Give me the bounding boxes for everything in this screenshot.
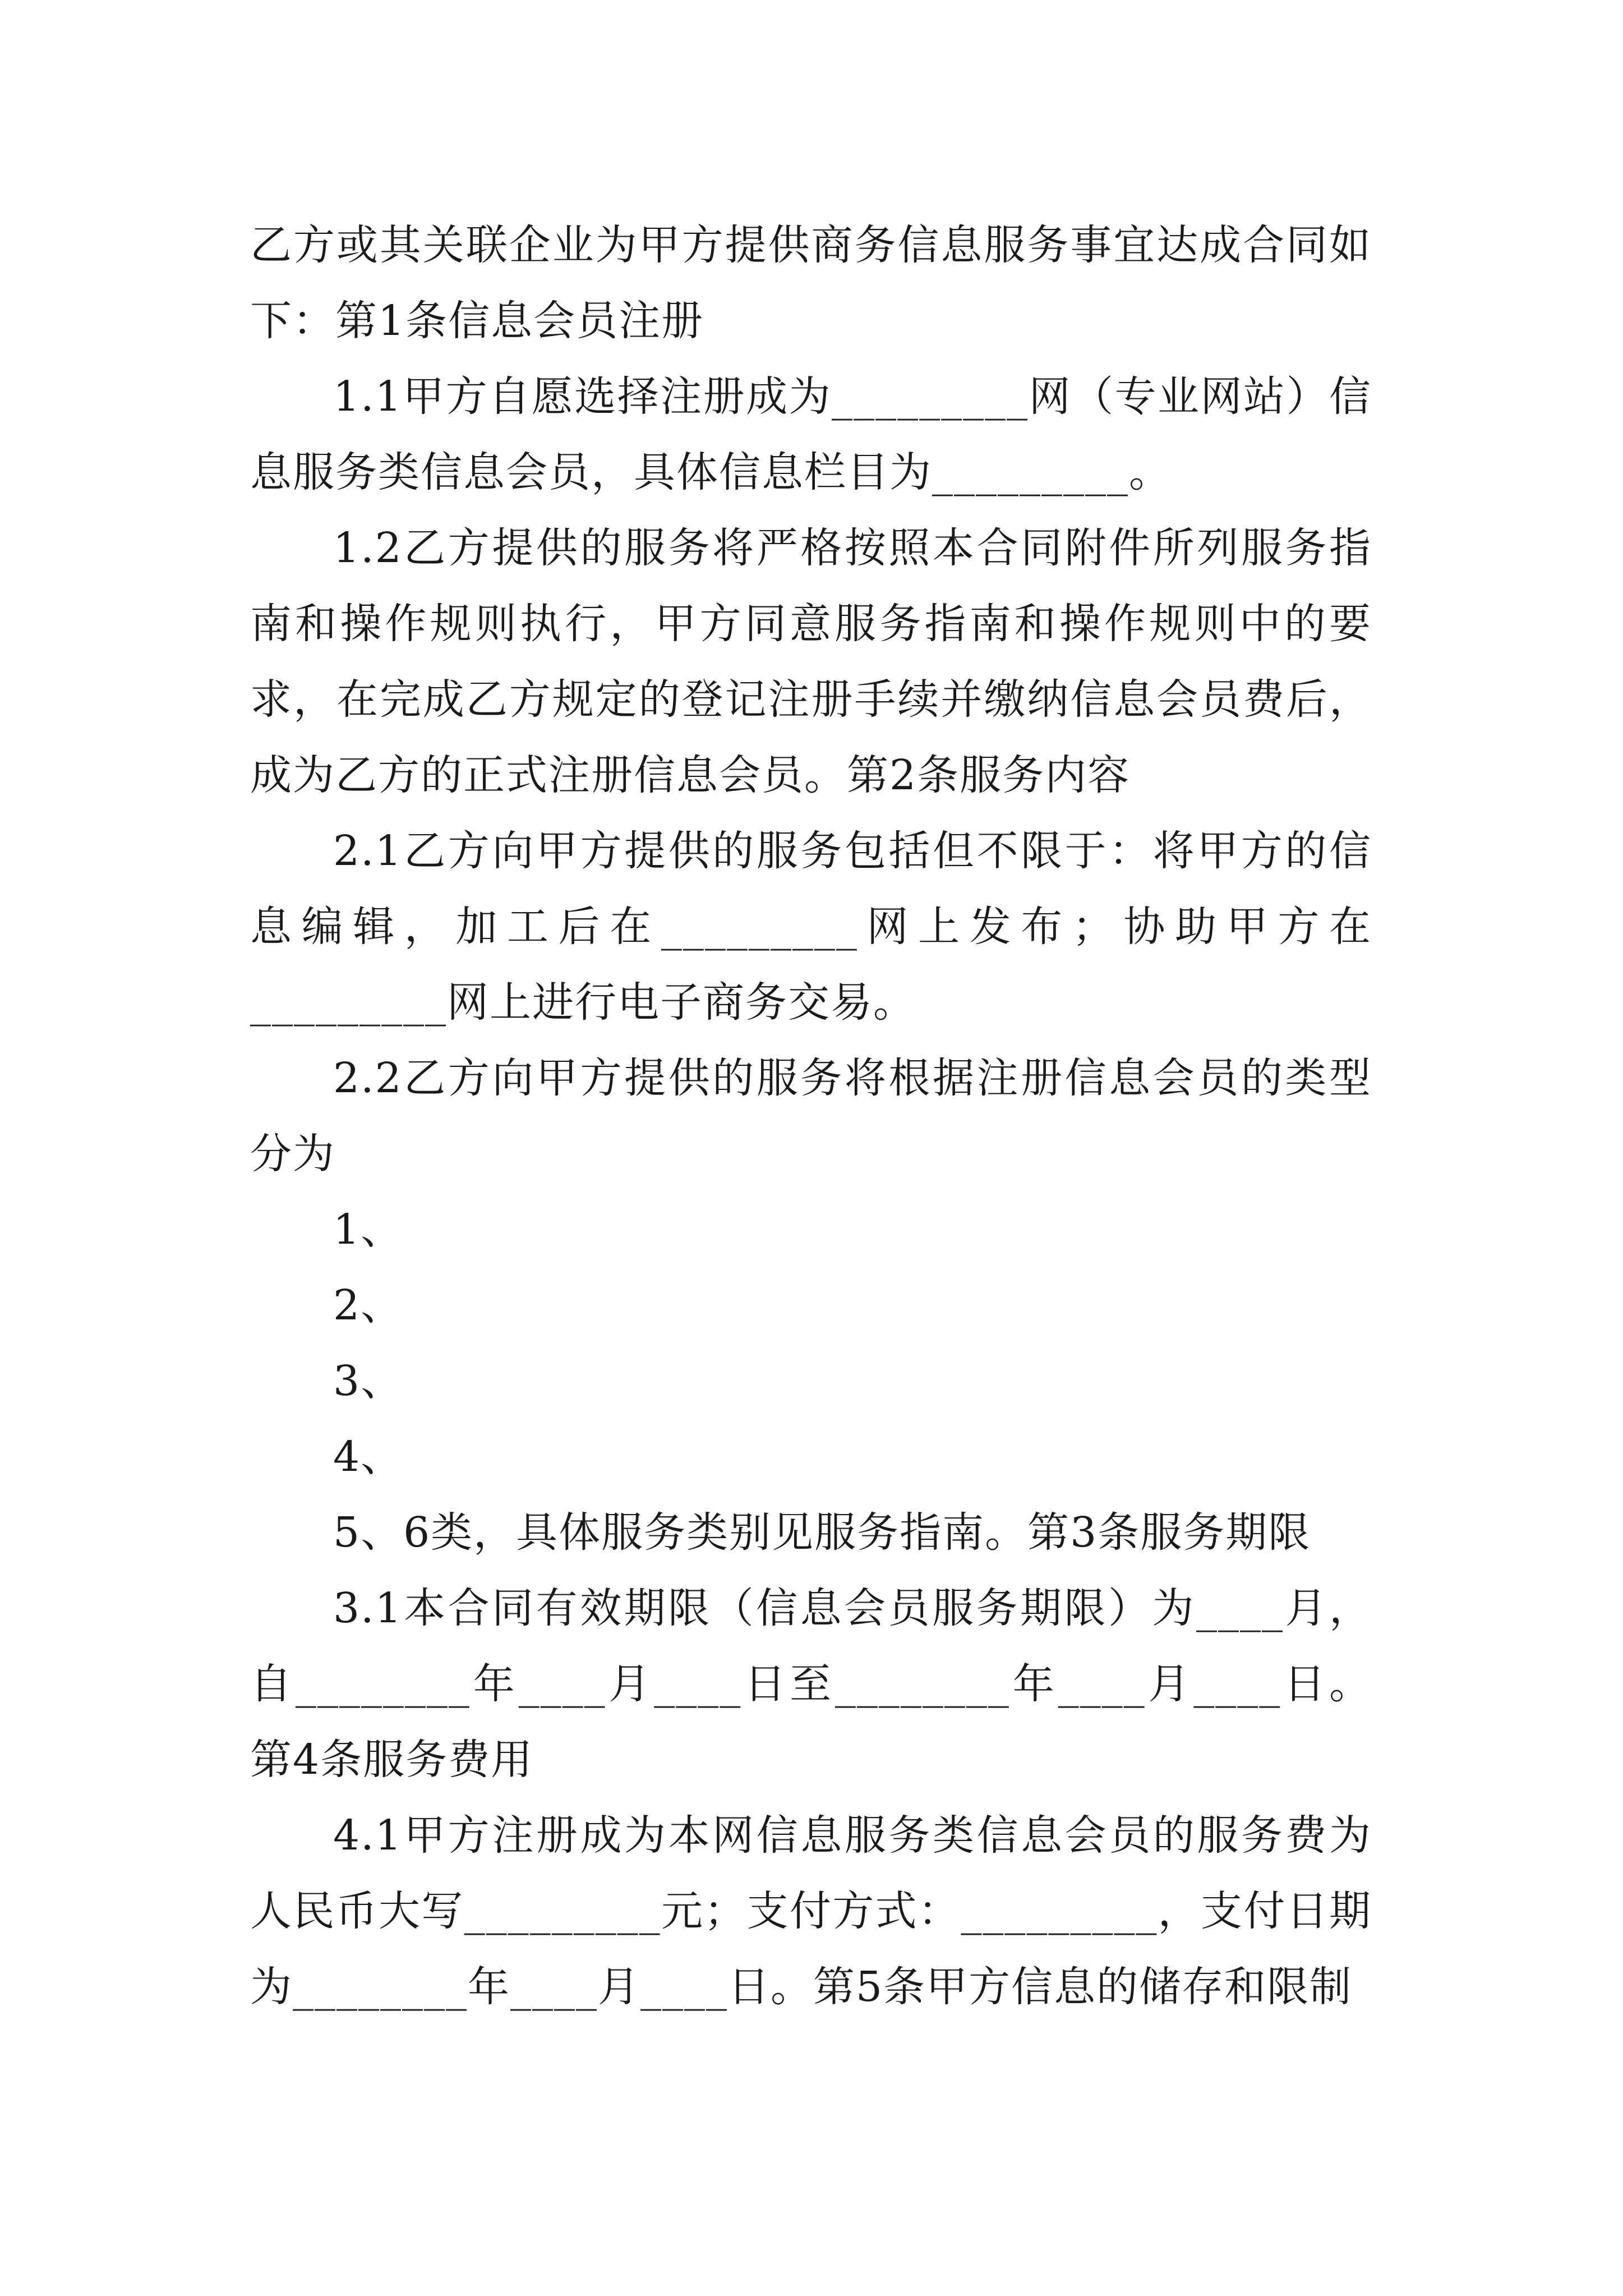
- list-item-3: 3、: [333, 1357, 404, 1405]
- contract-body: [250, 208, 1372, 2025]
- paragraph-4-1: 4.1甲方注册成为本网信息服务类信息会员的服务费为人民币大写_________元；支付方式：_________，支付日期为________年____月____日。第5条甲方信息的储存和限制: [250, 1811, 1372, 2011]
- paragraph-1-2: 1.2乙方提供的服务将严格按照本合同附件所列服务指南和操作规则执行，甲方同意服务指南和操作规则中的要求，在完成乙方规定的登记注册手续并缴纳信息会员费后，成为乙方的正式注册信息会员。第2条服务内容: [250, 524, 1372, 799]
- paragraph-3-1: 3.1本合同有效期限（信息会员服务期限）为____月，自________年____月____日至________年____月____日。第4条服务费用: [250, 1584, 1372, 1784]
- paragraph-2-1: 2.1乙方向甲方提供的服务包括但不限于：将甲方的信息编辑，加工后在_________网上发布；协助甲方在_________网上进行电子商务交易。: [250, 827, 1372, 1027]
- paragraph-intro: 乙方或其关联企业为甲方提供商务信息服务事宜达成合同如下：第1条信息会员注册: [250, 221, 1372, 345]
- list-item-1: 1、: [333, 1205, 404, 1254]
- paragraph-1-1: 1.1甲方自愿选择注册成为_________网（专业网站）信息服务类信息会员，具体信息栏目为_________。: [250, 372, 1372, 496]
- list-item-2: 2、: [333, 1281, 404, 1329]
- paragraph-2-2: 2.2乙方向甲方提供的服务将根据注册信息会员的类型分为: [250, 1054, 1372, 1178]
- list-item-4: 4、: [333, 1433, 404, 1481]
- list-item-5-6: 5、6类，具体服务类别见服务指南。第3条服务期限: [333, 1508, 1311, 1557]
